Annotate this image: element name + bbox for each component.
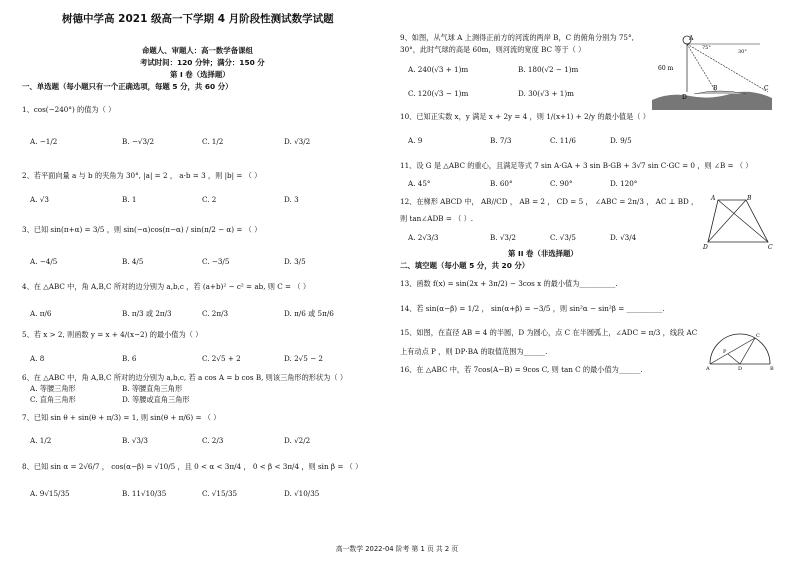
fig15-label-p: P [723,349,727,355]
q10-option-d: D. 9/5 [610,136,632,145]
fig9-label-c: C [764,85,769,92]
q1-option-d: D. √3/2 [284,137,311,146]
figure-12-trapezoid [702,192,776,250]
volume-2-heading: 第 II 卷（非选择题） [508,249,578,258]
page-footer: 高一数学 2022-04 阶考 第 1 页 共 2 页 [335,545,459,553]
q7-option-d: D. √2/2 [284,436,311,445]
fig9-label-b: B [713,85,718,92]
q1-option-a: A. −1/2 [30,137,58,146]
q8-option-c: C. √15/35 [202,489,238,498]
q12-option-a: A. 2√3/3 [408,233,439,242]
question-5: 5、若 x > 2, 则函数 y = x + 4/(x−2) 的最小值为（ ） [22,330,203,339]
section-1-heading: 一、单选题（每小题只有一个正确选项，每题 5 分，共 60 分） [22,82,233,91]
q4-option-c: C. 2π/3 [202,309,229,318]
question-15-line1: 15、如图，在直径 AB = 4 的半圆，D 为圆心，点 C 在半圆弧上，∠ADC = π/3 ，线段 AC [400,328,698,337]
q4-option-a: A. π/6 [30,309,52,318]
fig12-label-b: B [747,195,752,202]
q8-option-a: A. 9√15/35 [30,489,70,498]
figure-15-semicircle [706,326,776,370]
q7-option-a: A. 1/2 [30,436,52,445]
q11-option-b: B. 60° [490,179,513,188]
question-6: 6、在 △ABC 中，角 A,B,C 所对的边分别为 a,b,c, 若 a cos A = b cos B, 则该三角形的形状为（ ） [22,373,348,382]
q10-option-b: B. 7/3 [490,136,512,145]
q12-option-d: D. √3/4 [610,233,637,242]
section-2-heading: 二、填空题（每小题 5 分，共 20 分） [400,261,530,270]
q3-option-c: C. −3/5 [202,257,230,266]
q12-option-b: B. √3/2 [490,233,516,242]
question-1: 1、cos(−240°) 的值为（ ） [22,105,116,114]
fig15-label-b: B [770,366,774,370]
q11-option-d: D. 120° [610,179,638,188]
q9-option-d: D. 30(√3 + 1)m [518,89,574,98]
figure-9-balloon-diagram [650,30,774,110]
fig9-height-label: 60 m [658,65,674,72]
q11-option-c: C. 90° [550,179,573,188]
q6-option-a: A. 等腰三角形 [30,384,76,393]
fig9-angle-75: 75° [702,45,711,51]
q4-option-b: B. π/3 或 2π/3 [122,309,172,318]
question-8: 8、已知 sin α = 2√6/7 ， cos(α−β) = √10/5 ，且 0 < α < 3π/4 ， 0 < β < 3π/4 ，则 sin β = （ ） [22,462,363,471]
q2-option-b: B. 1 [122,195,137,204]
question-2: 2、若平面向量 a 与 b 的夹角为 30°, |a| = 2 ， a·b = 3 ，则 |b| = （ ） [22,171,262,180]
q9-option-b: B. 180(√2 − 1)m [518,65,579,74]
question-12-line1: 12、在梯形 ABCD 中， AB//CD ， AB = 2 ， CD = 5 ， ∠ABC = 2π/3 ， AC ⊥ BD ， [400,197,699,206]
question-7: 7、已知 sin θ + sin(θ + π/3) = 1, 则 sin(θ + π/6) = （ ） [22,413,221,422]
q8-option-d: D. √10/35 [284,489,320,498]
q9-option-a: A. 240(√3 + 1)m [408,65,469,74]
q3-option-d: D. 3/5 [284,257,306,266]
question-10: 10、已知正实数 x，y 满足 x + 2y = 4 ，则 1/(x+1) + 2/y 的最小值是（ ） [400,112,650,121]
q5-option-a: A. 8 [30,354,45,363]
q12-option-c: C. √3/5 [550,233,576,242]
q4-option-d: D. π/6 或 5π/6 [284,309,334,318]
q6-option-c: C. 直角三角形 [30,395,76,404]
fig9-angle-30: 30° [738,49,747,55]
q3-option-a: A. −4/5 [30,257,58,266]
question-3: 3、已知 sin(π+α) = 3/5 ，则 sin(−α)cos(π−α) / sin(π/2 − α) = （ ） [22,225,262,234]
question-9-line2: 30°，此时气球的高是 60m，则河流的宽度 BC 等于（ ） [400,45,586,54]
q8-option-b: B. 11√10/35 [122,489,167,498]
exam-title: 树德中学高 2021 级高一下学期 4 月阶段性测试数学试题 [62,13,334,25]
q10-option-a: A. 9 [408,136,423,145]
q9-option-c: C. 120(√3 − 1)m [408,89,469,98]
volume-1-heading: 第 I 卷（选择题） [170,70,230,79]
question-16: 16、在 △ABC 中，若 7cos(A−B) = 9cos C, 则 tan C 的最小值为______. [400,365,643,374]
question-9-line1: 9、如图，从气球 A 上测得正前方的河流的两岸 B，C 的俯角分别为 75°, [400,33,634,42]
q1-option-c: C. 1/2 [202,137,224,146]
q2-option-c: C. 2 [202,195,217,204]
fig9-label-a: A [689,35,694,42]
question-4: 4、在 △ABC 中，角 A,B,C 所对的边分别为 a,b,c ，若 (a+b)² − c² = ab, 则 C = （ ） [22,282,311,291]
authors-line: 命题人、审题人：高一数学备课组 [142,46,253,55]
question-14: 14、若 sin(α−β) = 1/2 ， sin(α+β) = −3/5 ，则 sin²α − sin²β = __________. [400,304,665,313]
fig12-label-d: D [703,244,708,250]
q3-option-b: B. 4/5 [122,257,144,266]
q7-option-c: C. 2/3 [202,436,224,445]
question-11: 11、设 G 是 △ABC 的重心，且满足等式 7 sin A·GA + 3 sin B·GB + 3√7 sin C·GC = 0 ，则 ∠B = （ ） [400,161,753,170]
fig15-label-d: D [738,366,743,370]
fig15-label-a: A [706,366,710,370]
exam-info: 考试时间：120 分钟；满分：150 分 [140,58,265,67]
q5-option-b: B. 6 [122,354,137,363]
fig12-label-c: C [768,244,773,250]
fig9-label-d: D [682,94,687,101]
question-15-line2: 上有动点 P ，则 DP·BA 的取值范围为______. [400,347,548,356]
q2-option-d: D. 3 [284,195,299,204]
q2-option-a: A. √3 [30,195,49,204]
fig12-label-a: A [711,195,716,202]
q5-option-d: D. 2√5 − 2 [284,354,323,363]
question-13: 13、函数 f(x) = sin(2x + 3π/2) − 3cos x 的最小值为__________. [400,279,618,288]
question-12-line2: 则 tan∠ADB = （ ）. [400,214,474,223]
q1-option-b: B. −√3/2 [122,137,155,146]
q11-option-a: A. 45° [408,179,431,188]
q7-option-b: B. √3/3 [122,436,148,445]
fig15-label-c: C [756,333,760,339]
q10-option-c: C. 11/6 [550,136,576,145]
q6-option-d: D. 等腰或直角三角形 [122,395,190,404]
q6-option-b: B. 等腰直角三角形 [122,384,183,393]
q5-option-c: C. 2√5 + 2 [202,354,241,363]
